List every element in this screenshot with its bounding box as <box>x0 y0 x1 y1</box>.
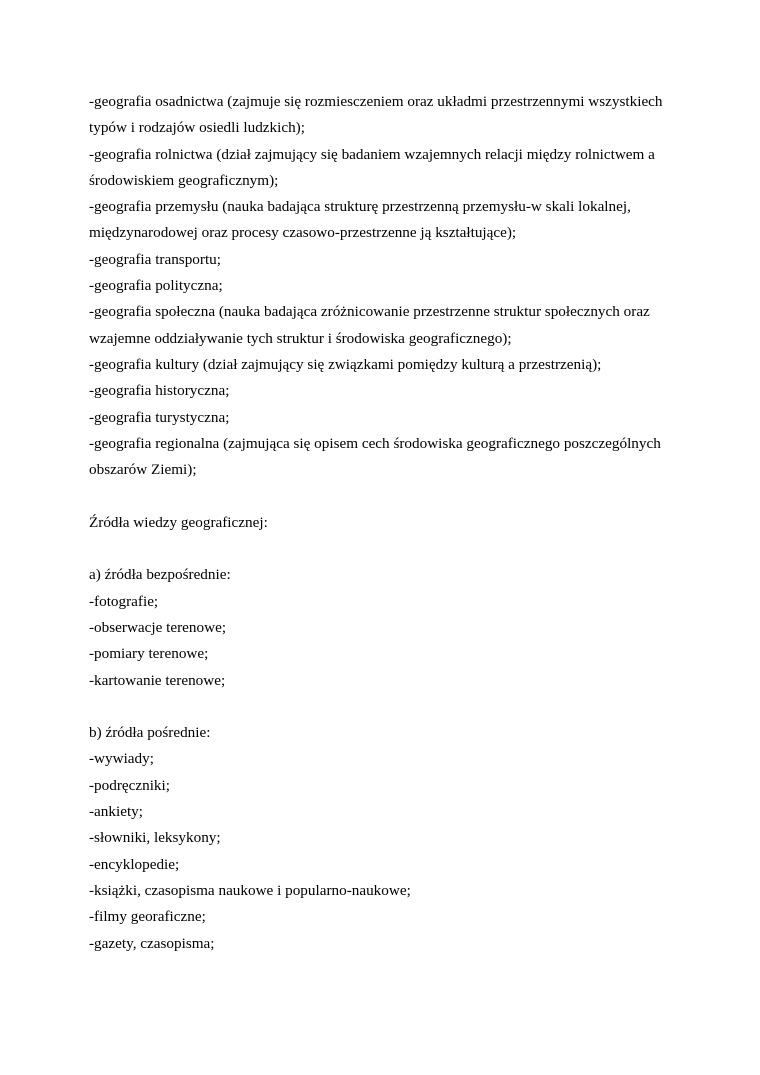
branch-item: -geografia rolnictwa (dział zajmujący się badaniem wzajemnych relacji między rolnictwem a środowiskiem geograficznym); <box>89 145 655 189</box>
direct-source-item: -obserwacje terenowe; <box>89 618 227 636</box>
indirect-source-item: -podręczniki; <box>89 776 170 794</box>
paragraph-spacer <box>89 536 679 562</box>
indirect-source-item: -encyklopedie; <box>89 855 180 873</box>
branch-item: -geografia transportu; <box>89 250 221 268</box>
sources-heading: Źródła wiedzy geograficznej: <box>89 513 268 531</box>
indirect-source-item: -wywiady; <box>89 750 154 768</box>
paragraph-spacer <box>89 694 679 720</box>
branch-item: -geografia turystyczna; <box>89 408 230 426</box>
direct-source-item: -kartowanie terenowe; <box>89 671 226 689</box>
indirect-source-item: -ankiety; <box>89 803 143 821</box>
branch-item: -geografia historyczna; <box>89 382 230 400</box>
direct-sources-heading: a) źródła bezpośrednie: <box>89 566 231 584</box>
branch-item: -geografia kultury (dział zajmujący się związkami pomiędzy kulturą a przestrzenią); <box>89 355 602 373</box>
indirect-sources-heading: b) źródła pośrednie: <box>89 724 211 742</box>
indirect-source-item: -gazety, czasopisma; <box>89 934 215 952</box>
paragraph-spacer <box>89 483 679 509</box>
direct-source-item: -pomiary terenowe; <box>89 645 209 663</box>
document-body <box>89 89 679 957</box>
branch-item: -geografia regionalna (zajmująca się opisem cech środowiska geograficznego poszczególnych obszarów Ziemi); <box>89 434 661 479</box>
indirect-source-item: -książki, czasopisma naukowe i popularno-naukowe; <box>89 881 411 899</box>
indirect-source-item: -filmy georaficzne; <box>89 908 206 926</box>
branch-item: -geografia polityczna; <box>89 277 223 295</box>
indirect-source-item: -słowniki, leksykony; <box>89 829 221 847</box>
direct-source-item: -fotografie; <box>89 592 159 610</box>
branch-item: -geografia społeczna (nauka badająca zróżnicowanie przestrzenne struktur społecznych oraz wzajemne oddziaływanie tych struktur i środowiska geograficznego); <box>89 303 650 347</box>
branch-item: -geografia osadnictwa (zajmuje się rozmiesczeniem oraz układmi przestrzennymi wszystkiech typów i rodzajów osiedli ludzkich); <box>89 93 663 137</box>
branch-item: -geografia przemysłu (nauka badająca strukturę przestrzenną przemysłu-w skali lokalnej, międzynarodowej oraz procesy czasowo-przestrzenne ją kształtujące); <box>89 198 631 242</box>
